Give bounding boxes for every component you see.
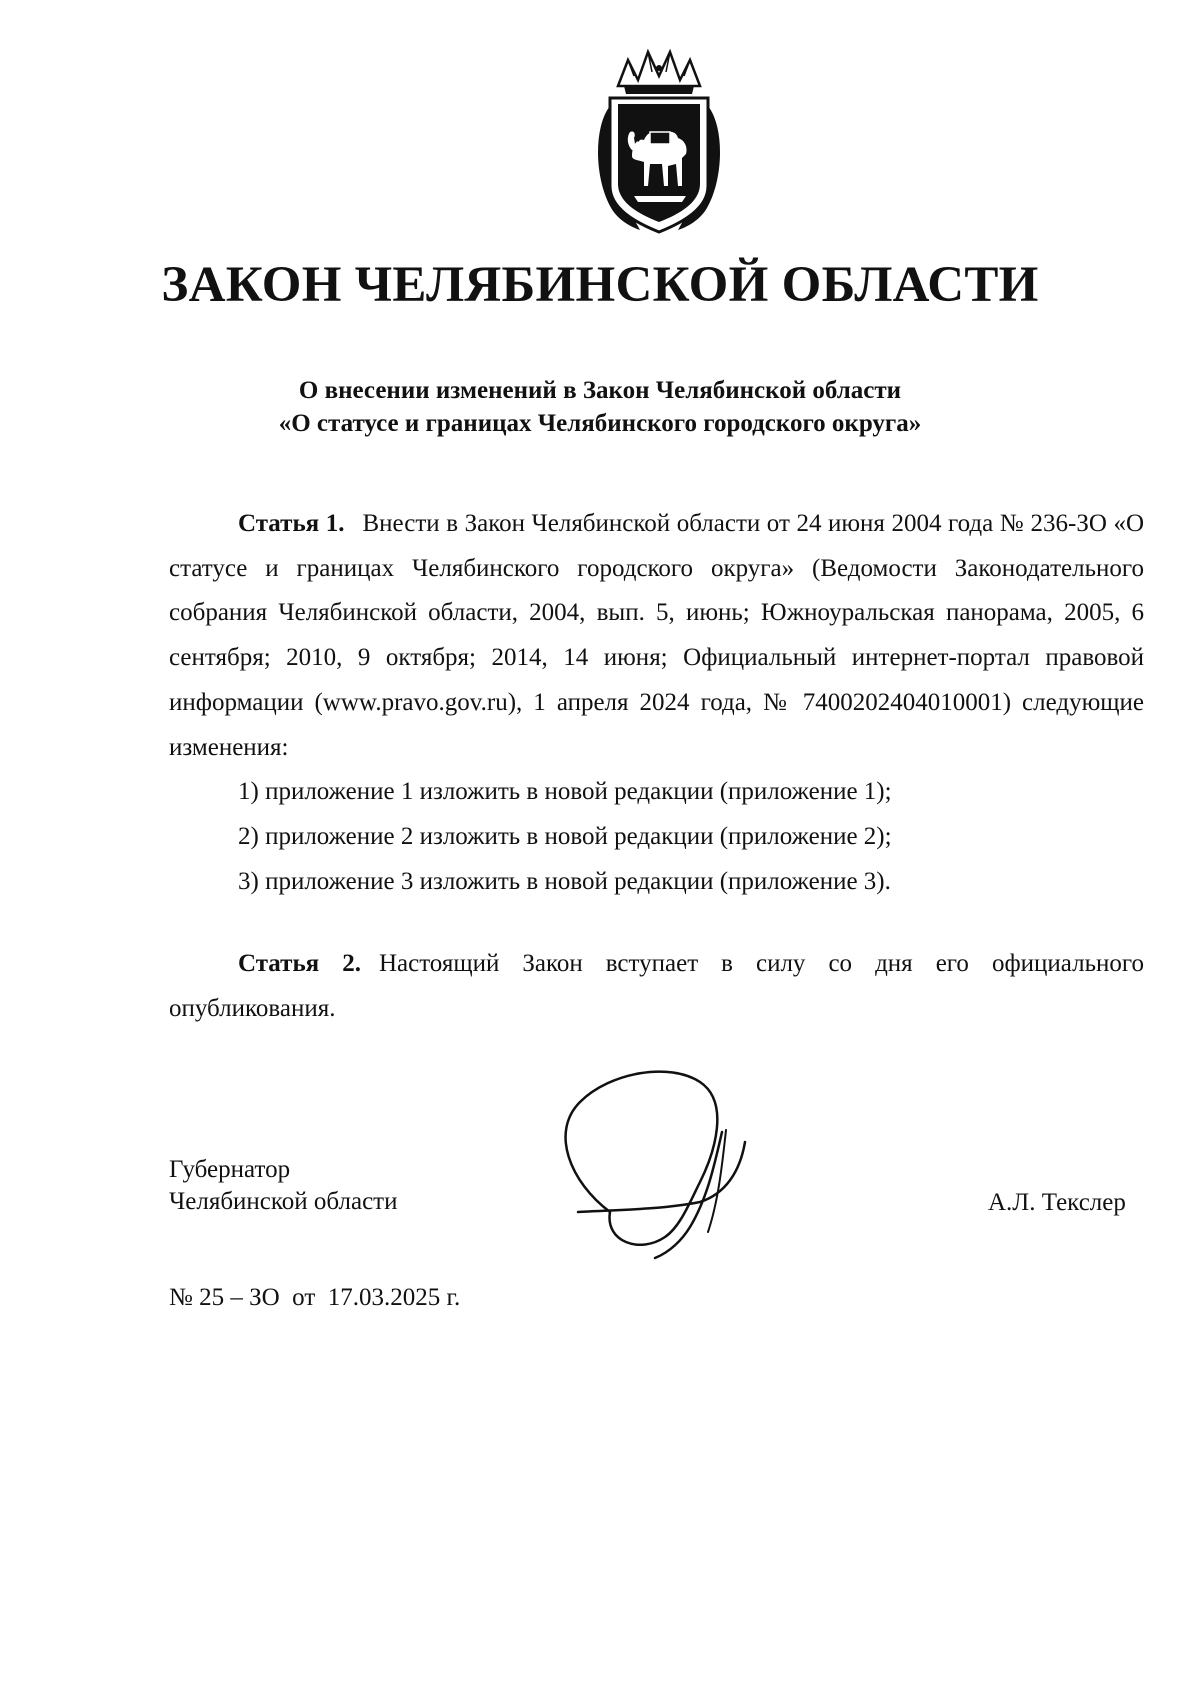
document-number-date: № 25 – ЗО от 17.03.2025 г. — [169, 1284, 461, 1311]
article-1-text: Внести в Закон Челябинской области от 24 июня 2004 года № 236-ЗО «О статусе и границах Челябинского городского округа» (Ведомости Законодательного собрания Челябинской области, 2004, вып. 5, июнь; Южноуральская панорама, 2005, 6 сентября; 2010, 9 октября; 2014, 14 июня; Официальный интернет-портал правовой информации (www.pravo.gov.ru), 1 апреля 2024 года, № 7400202404010001) следующие изменения: — [169, 510, 1144, 761]
article-2-heading: Статья 2. — [238, 950, 361, 977]
signer-position — [169, 1154, 397, 1218]
article-2 — [169, 942, 1144, 1031]
subtitle-line-1: О внесении изменений в Закон Челябинской области — [298, 377, 902, 404]
article-2-text: Настоящий Закон вступает в силу со дня его официального опубликования. — [169, 950, 1144, 1022]
list-item: 2) приложение 2 изложить в новой редакции (приложение 2); — [238, 822, 892, 850]
handwritten-signature — [550, 1062, 765, 1262]
coat-of-arms-emblem — [588, 46, 730, 234]
article-2-paragraph — [169, 942, 1144, 1031]
signer-position-line-2: Челябинской области — [169, 1188, 398, 1215]
signer-position-line-1: Губернатор — [169, 1156, 291, 1183]
law-subtitle — [0, 374, 1200, 440]
article-1 — [169, 502, 1144, 904]
article-1-paragraph — [169, 502, 1144, 770]
list-item: 3) приложение 3 изложить в новой редакции (приложение 3). — [238, 867, 891, 895]
article-1-heading: Статья 1. — [238, 510, 345, 537]
list-item: 1) приложение 1 изложить в новой редакции (приложение 1); — [238, 778, 892, 806]
signer-name: А.Л. Текслер — [988, 1189, 1126, 1216]
subtitle-line-2: «О статусе и границах Челябинского городского округа» — [278, 410, 922, 437]
law-title: ЗАКОН ЧЕЛЯБИНСКОЙ ОБЛАСТИ — [161, 257, 1039, 313]
